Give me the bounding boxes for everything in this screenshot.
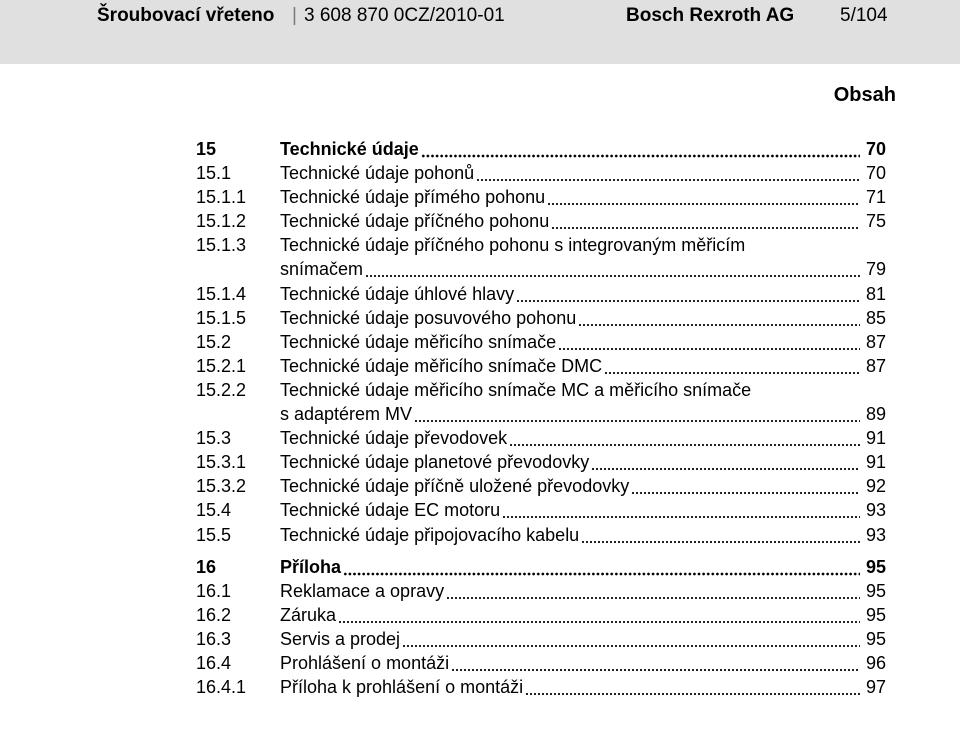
toc-dot-leader	[343, 555, 860, 579]
toc-entry-number: 15.3.2	[196, 476, 247, 497]
toc-entry-title-line	[280, 627, 886, 651]
toc-entry-label: Technické údaje posuvového pohonu	[280, 307, 577, 328]
toc-entry-label: Reklamace a opravy	[280, 580, 445, 601]
document-number: 3 608 870 0CZ/2010-01	[304, 5, 505, 26]
toc-entry-title-line	[280, 426, 886, 450]
toc-entry-page: 71	[865, 187, 886, 208]
toc-entry-title-line	[280, 378, 886, 402]
toc-entry-label: Technické údaje	[280, 139, 419, 159]
toc-entry-number: 16.1	[196, 580, 232, 601]
toc-entry[interactable]	[196, 402, 886, 426]
toc-dot-leader	[414, 402, 860, 426]
toc-dot-leader	[525, 675, 860, 699]
toc-entry-title-line	[280, 555, 886, 579]
toc-entry-number: 15.2.2	[196, 379, 247, 400]
toc-entry[interactable]	[196, 330, 886, 354]
toc-entry-page: 95	[865, 628, 886, 649]
toc-entry-page: 87	[865, 355, 886, 376]
toc-entry[interactable]	[196, 498, 886, 522]
toc-entry-title-line	[280, 450, 886, 474]
toc-dot-leader	[502, 498, 860, 522]
toc-dot-leader	[476, 161, 860, 185]
toc-entry[interactable]	[196, 426, 886, 450]
page-header	[0, 0, 960, 64]
toc-entry-number: 15.1.3	[196, 235, 247, 256]
toc-entry-page: 95	[865, 604, 886, 625]
toc-dot-leader	[402, 627, 860, 651]
toc-entry[interactable]	[196, 627, 886, 651]
toc-entry-page: 87	[865, 331, 886, 352]
table-of-contents	[196, 137, 886, 699]
toc-entry-title-line	[280, 354, 886, 378]
toc-entry-page: 79	[865, 259, 886, 280]
toc-dot-leader	[604, 354, 860, 378]
toc-dot-leader	[558, 330, 860, 354]
toc-entry-label: Technické údaje přímého pohonu	[280, 187, 546, 208]
toc-entry-title-line	[280, 233, 886, 257]
header-separator: |	[292, 5, 297, 26]
toc-entry-page: 91	[865, 452, 886, 473]
toc-entry-number: 16.2	[196, 604, 232, 625]
toc-entry-number: 15.4	[196, 500, 232, 521]
toc-entry[interactable]	[196, 137, 886, 161]
toc-entry-title-line	[280, 603, 886, 627]
company-name: Bosch Rexroth AG	[626, 5, 795, 26]
toc-entry-title-line	[280, 257, 886, 281]
toc-dot-leader	[446, 579, 860, 603]
toc-dot-leader	[551, 209, 860, 233]
toc-entry-title-line	[280, 651, 886, 675]
toc-entry-title-line	[280, 161, 886, 185]
toc-entry-number: 15.1.2	[196, 211, 247, 232]
toc-entry-label: Technické údaje příčného pohonu s integrovaným měřicím	[280, 235, 746, 256]
toc-entry[interactable]	[196, 523, 886, 547]
toc-entry-label: Technické údaje příčného pohonu	[280, 211, 550, 232]
toc-entry-page: 81	[865, 283, 886, 304]
toc-entry-label: snímačem	[280, 259, 364, 280]
toc-entry-number: 15.1.4	[196, 283, 247, 304]
toc-entry-number: 15.2	[196, 331, 232, 352]
toc-entry-label: Technické údaje EC motoru	[280, 500, 501, 521]
toc-entry-page: 89	[865, 404, 886, 425]
toc-entry[interactable]	[196, 474, 886, 498]
toc-entry-number: 15.5	[196, 524, 232, 545]
toc-entry-title-line	[280, 474, 886, 498]
toc-entry-title-line	[280, 306, 886, 330]
toc-entry-title-line	[280, 209, 886, 233]
toc-entry-page: 95	[865, 580, 886, 601]
toc-entry-label: Technické údaje měřicího snímače DMC	[280, 355, 603, 376]
toc-entry[interactable]	[196, 579, 886, 603]
toc-dot-leader	[631, 474, 860, 498]
toc-entry[interactable]	[196, 651, 886, 675]
toc-entry-title-line	[280, 498, 886, 522]
toc-entry-label: Technické údaje měřicího snímače MC a měřicího snímače	[280, 379, 752, 400]
toc-dot-leader	[581, 523, 860, 547]
toc-dot-leader	[578, 306, 860, 330]
toc-entry[interactable]	[196, 555, 886, 579]
toc-entry[interactable]	[196, 450, 886, 474]
toc-entry-page: 91	[865, 428, 886, 449]
toc-entry[interactable]	[196, 354, 886, 378]
toc-entry-title-line	[280, 282, 886, 306]
document-title: Šroubovací vřeteno	[97, 5, 275, 26]
toc-entry-title-line	[280, 402, 886, 426]
toc-entry-title-line	[280, 523, 886, 547]
toc-entry-label: Prohlášení o montáži	[280, 652, 450, 673]
toc-dot-leader	[509, 426, 860, 450]
toc-entry-title-line	[280, 675, 886, 699]
toc-entry-label: Příloha k prohlášení o montáži	[280, 677, 524, 698]
toc-entry-number: 16.3	[196, 628, 232, 649]
toc-entry-number: 15.1	[196, 163, 232, 184]
toc-entry[interactable]	[196, 185, 886, 209]
toc-entry-label: Technické údaje planetové převodovky	[280, 452, 590, 473]
toc-entry-page: 85	[865, 307, 886, 328]
toc-entry-label: Příloha	[280, 556, 342, 577]
toc-entry[interactable]	[196, 161, 886, 185]
toc-entry[interactable]	[196, 378, 886, 402]
toc-dot-leader	[547, 185, 860, 209]
toc-entry-number: 15.1.5	[196, 307, 247, 328]
page-number: 5/104	[840, 5, 888, 26]
toc-entry-page: 70	[865, 139, 886, 159]
toc-entry[interactable]	[196, 306, 886, 330]
toc-entry-label: Technické údaje pohonů	[280, 163, 475, 184]
section-heading: Obsah	[833, 84, 896, 106]
toc-dot-leader	[365, 257, 860, 281]
toc-entry-number: 15	[196, 139, 217, 159]
toc-entry-number: 16.4.1	[196, 677, 247, 698]
toc-entry-page: 95	[865, 556, 886, 577]
toc-dot-leader	[591, 450, 860, 474]
toc-entry-label: Záruka	[280, 604, 337, 625]
toc-dot-leader	[451, 651, 860, 675]
toc-entry-number: 15.3.1	[196, 452, 247, 473]
toc-entry[interactable]	[196, 675, 886, 699]
toc-entry-label: Technické údaje úhlové hlavy	[280, 283, 515, 304]
toc-entry-title-line	[280, 330, 886, 354]
toc-entry[interactable]	[196, 603, 886, 627]
toc-entry-title-line	[280, 579, 886, 603]
toc-entry[interactable]	[196, 233, 886, 257]
toc-entry-label: Technické údaje měřicího snímače	[280, 331, 557, 352]
toc-entry-label: Servis a prodej	[280, 628, 401, 649]
toc-entry-page: 93	[865, 524, 886, 545]
toc-entry-page: 96	[865, 652, 886, 673]
toc-entry-number: 15.1.1	[196, 187, 247, 208]
toc-entry-title-line	[280, 137, 886, 161]
toc-dot-leader	[516, 282, 860, 306]
toc-entry-page: 92	[865, 476, 886, 497]
toc-entry-page: 75	[865, 211, 886, 232]
toc-entry-title-line	[280, 185, 886, 209]
toc-dot-leader	[421, 137, 860, 161]
toc-entry-number: 15.2.1	[196, 355, 247, 376]
toc-entry-page: 70	[865, 163, 886, 184]
toc-entry-label: Technické údaje příčně uložené převodovky	[280, 476, 630, 497]
toc-entry-number: 16.4	[196, 652, 232, 673]
toc-entry-label: s adaptérem MV	[280, 404, 413, 425]
toc-entry-number: 15.3	[196, 428, 232, 449]
toc-entry-label: Technické údaje připojovacího kabelu	[280, 524, 580, 545]
toc-entry-number: 16	[196, 556, 217, 577]
toc-entry-page: 93	[865, 500, 886, 521]
toc-dot-leader	[338, 603, 860, 627]
toc-entry-label: Technické údaje převodovek	[280, 428, 508, 449]
toc-entry[interactable]	[196, 209, 886, 233]
toc-entry-page: 97	[865, 677, 886, 698]
toc-entry[interactable]	[196, 257, 886, 281]
toc-entry[interactable]	[196, 282, 886, 306]
